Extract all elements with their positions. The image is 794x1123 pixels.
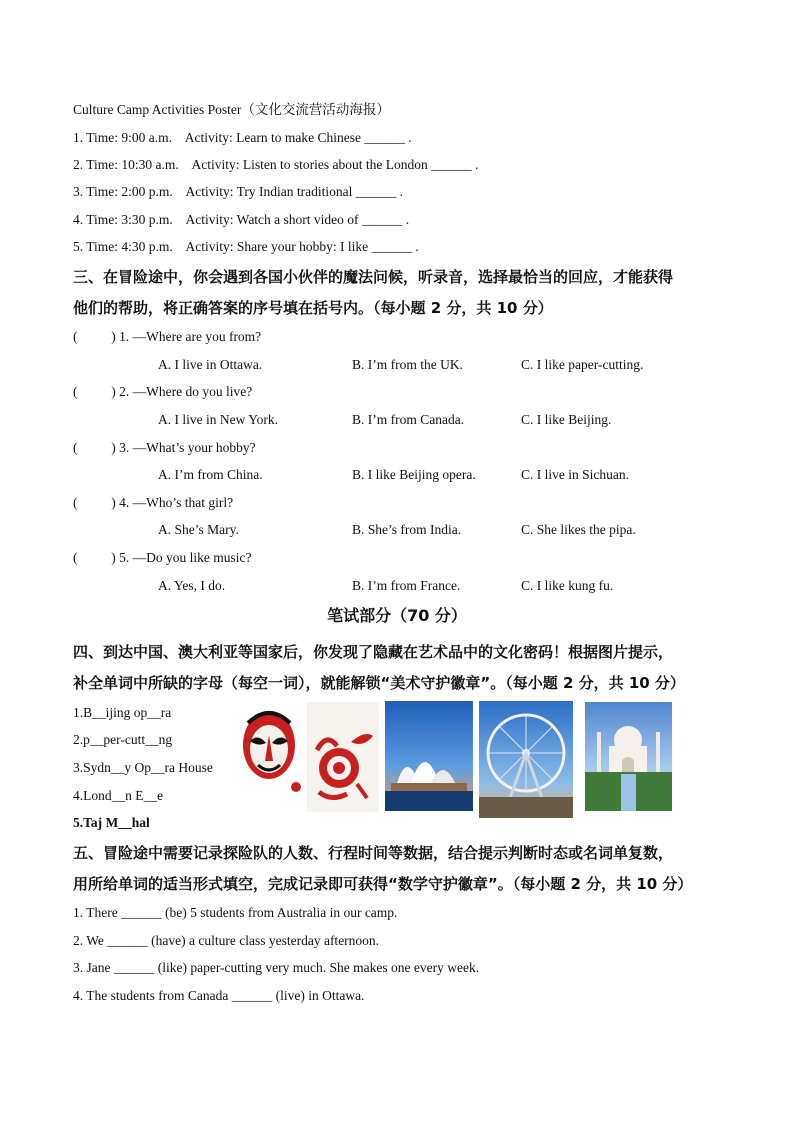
q2-option-b: B. I’m from Canada. xyxy=(352,412,465,427)
poster-item-2: 2. Time: 10:30 a.m. Activity: Listen to stories about the London ______ . xyxy=(73,157,479,172)
paper-cutting-image xyxy=(307,702,379,812)
poster-item-4: 4. Time: 3:30 p.m. Activity: Watch a short video of ______ . xyxy=(73,212,410,227)
q3-option-a: A. I’m from China. xyxy=(158,467,263,482)
taj-mahal-image xyxy=(585,702,672,811)
q5-option-a: A. Yes, I do. xyxy=(158,578,226,593)
fill-item-3: 3. Jane ______ (like) paper-cutting very much. She makes one every week. xyxy=(73,960,480,975)
word-item-4: 4.Lond__n E__e xyxy=(73,788,163,803)
section5-heading-2: 用所给单词的适当形式填空，完成记录即可获得“数学守护徽章”。（每小题 2 分，共 10 分） xyxy=(73,875,693,893)
q4-option-a: A. She’s Mary. xyxy=(158,522,239,537)
written-part-title: 笔试部分（70 分） xyxy=(327,606,467,625)
q2-option-a: A. I live in New York. xyxy=(158,412,278,427)
word-item-3: 3.Sydn__y Op__ra House xyxy=(73,760,213,775)
section4-heading-1: 四、到达中国、澳大利亚等国家后，你发现了隐藏在艺术品中的文化密码！根据图片提示， xyxy=(73,643,674,661)
question-3: ( ) 3. —What’s your hobby? xyxy=(73,440,256,455)
q3-option-c: C. I live in Sichuan. xyxy=(521,467,629,482)
fill-item-2: 2. We ______ (have) a culture class yesterday afternoon. xyxy=(73,933,380,948)
q4-option-c: C. She likes the pipa. xyxy=(521,522,636,537)
question-5: ( ) 5. —Do you like music? xyxy=(73,550,252,565)
section5-heading-1: 五、冒险途中需要记录探险队的人数、行程时间等数据，结合提示判断时态或名词单复数， xyxy=(73,844,674,862)
opera-mask-image xyxy=(236,705,302,795)
fill-item-1: 1. There ______ (be) 5 students from Australia in our camp. xyxy=(73,905,398,920)
q1-option-c: C. I like paper-cutting. xyxy=(521,357,644,372)
word-item-1: 1.B__ijing op__ra xyxy=(73,705,172,720)
section3-heading-1: 三、在冒险途中，你会遇到各国小伙伴的魔法问候，听录音，选择最恰当的回应，才能获得 xyxy=(73,268,674,286)
poster-title: Culture Camp Activities Poster（文化交流营活动海报） xyxy=(73,102,390,117)
question-1: ( ) 1. —Where are you from? xyxy=(73,329,262,344)
q1-option-a: A. I live in Ottawa. xyxy=(158,357,263,372)
word-item-5: 5.Taj M__hal xyxy=(73,815,150,830)
question-4: ( ) 4. —Who’s that girl? xyxy=(73,495,234,510)
q1-option-b: B. I’m from the UK. xyxy=(352,357,463,372)
london-eye-image xyxy=(479,701,573,818)
fill-item-4: 4. The students from Canada ______ (live) in Ottawa. xyxy=(73,988,365,1003)
sydney-opera-house-image xyxy=(385,701,473,811)
word-item-2: 2.p__per-cutt__ng xyxy=(73,732,173,747)
poster-item-3: 3. Time: 2:00 p.m. Activity: Try Indian traditional ______ . xyxy=(73,184,404,199)
q5-option-b: B. I’m from France. xyxy=(352,578,461,593)
q5-option-c: C. I like kung fu. xyxy=(521,578,614,593)
q2-option-c: C. I like Beijing. xyxy=(521,412,612,427)
section3-heading-2: 他们的帮助，将正确答案的序号填在括号内。（每小题 2 分，共 10 分） xyxy=(73,299,553,317)
question-2: ( ) 2. —Where do you live? xyxy=(73,384,253,399)
q4-option-b: B. She’s from India. xyxy=(352,522,462,537)
poster-item-1: 1. Time: 9:00 a.m. Activity: Learn to make Chinese ______ . xyxy=(73,130,412,145)
poster-item-5: 5. Time: 4:30 p.m. Activity: Share your hobby: I like ______ . xyxy=(73,239,419,254)
q3-option-b: B. I like Beijing opera. xyxy=(352,467,476,482)
section4-heading-2: 补全单词中所缺的字母（每空一词），就能解锁“美术守护徽章”。（每小题 2 分，共 10 分） xyxy=(73,674,685,692)
